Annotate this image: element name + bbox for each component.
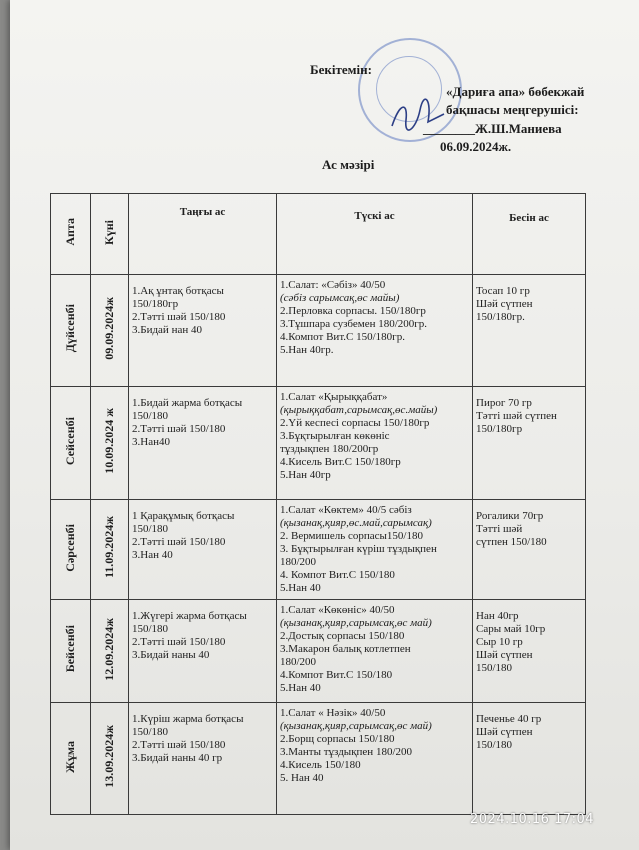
lunch-line: 2. Вермишель сорпасы150/180	[280, 530, 423, 542]
breakfast-cell	[129, 387, 277, 500]
lunch-line: 1.Салат «Қырыққабат»	[280, 391, 388, 403]
snack-line: Сыр 10 гр	[476, 636, 523, 648]
menu-table	[50, 193, 586, 815]
date-cell: 13.09.2024ж	[91, 703, 129, 815]
header-snack: Бесін ас	[473, 194, 586, 275]
weekday-cell: Дүйсенбі	[51, 275, 91, 387]
breakfast-line: 1.Ақ ұнтақ ботқасы	[132, 285, 224, 297]
snack-line: Тәтті шәй сүтпен	[476, 410, 557, 422]
photo-timestamp: 2024.10.16 17:04	[470, 812, 595, 827]
breakfast-line: 3.Бидай наны 40	[132, 649, 210, 661]
lunch-line: 2.Борщ сорпасы 150/180	[280, 733, 395, 745]
breakfast-line: 2.Тәтті шәй 150/180	[132, 311, 226, 323]
document-page	[10, 0, 639, 850]
menu-row	[51, 600, 586, 703]
lunch-cell	[277, 387, 473, 500]
snack-line: Рогалики 70гр	[476, 510, 544, 522]
breakfast-line: 2.Тәтті шәй 150/180	[132, 423, 226, 435]
breakfast-line: 1.Күріш жарма ботқасы	[132, 713, 244, 725]
lunch-line: (қызанақ,қияр,сарымсақ,өс май)	[280, 720, 432, 732]
breakfast-line: 2.Тәтті шәй 150/180	[132, 739, 226, 751]
snack-line: 150/180гр	[476, 423, 523, 435]
lunch-cell	[277, 275, 473, 387]
date-cell: 09.09.2024ж	[91, 275, 129, 387]
snack-cell	[473, 500, 586, 600]
lunch-cell	[277, 600, 473, 703]
header-day: Күні	[91, 194, 129, 275]
snack-line: 150/180гр.	[476, 311, 525, 323]
snack-line: 150/180	[476, 739, 513, 751]
date-cell: 12.09.2024ж	[91, 600, 129, 703]
snack-line: Пирог 70 гр	[476, 397, 532, 409]
breakfast-cell	[129, 600, 277, 703]
snack-line: Сары май 10гр	[476, 623, 546, 635]
lunch-line: 3. Бұқтырылған күріш тұздықпен	[280, 543, 437, 555]
menu-row	[51, 387, 586, 500]
lunch-line: 3.Тұшпара сузбемен 180/200гр.	[280, 318, 428, 330]
breakfast-line: 2.Тәтті шәй 150/180	[132, 636, 226, 648]
weekday-cell: Сәрсенбі	[51, 500, 91, 600]
snack-line: сүтпен 150/180	[476, 536, 547, 548]
header-breakfast: Таңғы ас	[129, 194, 277, 275]
breakfast-line: 150/180	[132, 726, 169, 738]
lunch-line: 180/200	[280, 556, 317, 568]
lunch-line: 5.Нан 40	[280, 682, 321, 694]
breakfast-line: 3.Нан40	[132, 436, 170, 448]
lunch-line: 4.Кисель Вит.С 150/180гр	[280, 456, 401, 468]
lunch-line: 1.Салат «Көкөніс» 40/50	[280, 604, 395, 616]
breakfast-cell	[129, 703, 277, 815]
snack-line: Тәтті шәй	[476, 523, 523, 535]
lunch-line: (қызанақ,қияр,сарымсақ,өс май)	[280, 617, 432, 629]
lunch-line: 3.Бұқтырылған көкөніс	[280, 430, 390, 442]
breakfast-line: 3.Бидай нан 40	[132, 324, 202, 336]
menu-row	[51, 275, 586, 387]
lunch-line: 4.Компот Вит.С 150/180	[280, 669, 393, 681]
header-week: Апта	[51, 194, 91, 275]
lunch-line: 2.Перловка сорпасы. 150/180гр	[280, 305, 426, 317]
approval-date: 06.09.2024ж.	[440, 139, 512, 154]
snack-line: Шәй сүтпен	[476, 649, 533, 661]
lunch-line: 3.Манты тұздықпен 180/200	[280, 746, 412, 758]
breakfast-line: 3.Нан 40	[132, 549, 173, 561]
organization-line-2: бақшасы меңгерушісі:	[446, 102, 579, 117]
snack-line: 150/180	[476, 662, 513, 674]
lunch-line: (сәбіз сарымсақ,өс майы)	[280, 292, 400, 304]
weekday-cell: Сейсенбі	[51, 387, 91, 500]
breakfast-cell	[129, 500, 277, 600]
lunch-line: 1.Салат « Нәзік» 40/50	[280, 707, 386, 719]
menu-row	[51, 703, 586, 815]
breakfast-line: 1.Бидай жарма ботқасы	[132, 397, 243, 409]
lunch-cell	[277, 703, 473, 815]
date-cell: 10.09.2024 ж	[91, 387, 129, 500]
snack-line: Печенье 40 гр	[476, 713, 542, 725]
lunch-line: 4.Кисель 150/180	[280, 759, 361, 771]
snack-cell	[473, 387, 586, 500]
breakfast-cell	[129, 275, 277, 387]
lunch-line: 5.Нан 40гр	[280, 469, 331, 481]
breakfast-line: 3.Бидай наны 40 гр	[132, 752, 223, 764]
lunch-line: 1.Салат: «Сәбіз» 40/50	[280, 279, 386, 291]
weekday-cell: Жұма	[51, 703, 91, 815]
snack-cell	[473, 275, 586, 387]
snack-line: Тосап 10 гр	[476, 285, 530, 297]
snack-line: Нан 40гр	[476, 610, 519, 622]
menu-row	[51, 500, 586, 600]
lunch-line: тұздықпен 180/200гр	[280, 443, 379, 455]
lunch-line: 180/200	[280, 656, 317, 668]
breakfast-line: 1.Жүгері жарма ботқасы	[132, 610, 247, 622]
lunch-line: 5.Нан 40гр.	[280, 344, 334, 356]
breakfast-line: 150/180	[132, 410, 169, 422]
signer-name: Ж.Ш.Маниева	[475, 121, 562, 136]
breakfast-line: 150/180	[132, 523, 169, 535]
snack-line: Шәй сүтпен	[476, 726, 533, 738]
lunch-line: 4.Компот Вит.С 150/180гр.	[280, 331, 405, 343]
signature-line: ________Ж.Ш.Маниева	[423, 121, 562, 136]
snack-cell	[473, 703, 586, 815]
lunch-line: 5. Нан 40	[280, 772, 324, 784]
breakfast-line: 1 Қарақұмық ботқасы	[132, 510, 235, 522]
lunch-line: 2.Үй кеспесі сорпасы 150/180гр	[280, 417, 430, 429]
breakfast-line: 150/180гр	[132, 298, 179, 310]
breakfast-line: 2.Тәтті шәй 150/180	[132, 536, 226, 548]
lunch-line: 1.Салат «Көктем» 40/5 сәбіз	[280, 504, 412, 516]
table-header-row	[51, 194, 586, 275]
approval-label: Бекітемін:	[310, 62, 372, 77]
lunch-cell	[277, 500, 473, 600]
lunch-line: (қызанақ,қияр,өс.май,сарымсақ)	[280, 517, 432, 529]
weekday-cell: Бейсенбі	[51, 600, 91, 703]
header-lunch: Түскі ас	[277, 194, 473, 275]
date-cell: 11.09.2024ж	[91, 500, 129, 600]
snack-cell	[473, 600, 586, 703]
lunch-line: 3.Макарон балық котлетпен	[280, 643, 411, 655]
snack-line: Шәй сүтпен	[476, 298, 533, 310]
breakfast-line: 150/180	[132, 623, 169, 635]
lunch-line: 5.Нан 40	[280, 582, 321, 594]
lunch-line: (қырыққабат,сарымсақ,өс.майы)	[280, 404, 438, 416]
lunch-line: 4. Компот Вит.С 150/180	[280, 569, 395, 581]
lunch-line: 2.Достық сорпасы 150/180	[280, 630, 405, 642]
document-title: Ас мәзірі	[322, 157, 375, 172]
organization-line-1: «Дариға апа» бөбекжай	[446, 84, 585, 99]
